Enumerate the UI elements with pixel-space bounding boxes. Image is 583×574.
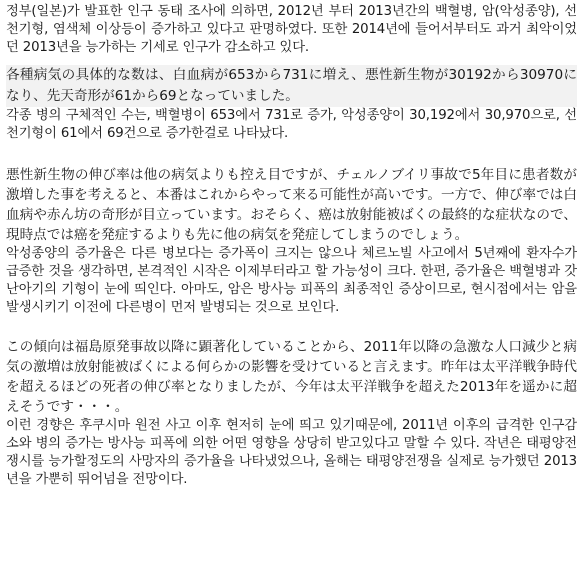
- korean-paragraph-1: 정부(일본)가 발표한 인구 동태 조사에 의하면, 2012년 부터 2013년간의 백혈병, 암(악성종양), 선천기형, 염색체 이상등이 증가하고 있다고 판명하였다. 또한 2014년에 들어서부터도 과거 최악이었던 2013년을 능가하는 기세로 인구가 감소하고 있다.: [6, 4, 577, 55]
- japanese-paragraph-2: 悪性新生物の伸び率は他の病気よりも控え目ですが、チェルノブイリ事故で5年目に患者数が激増した事を考えると、本番はこれからやって来る可能性が高いです。一方で、伸び率では白血病や赤ん坊の奇形が目立っています。おそらく、癌は放射能被ばくの最終的な症状なので、現時点では癌を発症するよりも先に他の病気を発症してしまうのでしょう。: [6, 167, 577, 243]
- japanese-paragraph-1: 各種病気の具体的な数は、白血病が653から731に増え、悪性新生物が30192から30970になり、先天奇形が61から69となっていました。: [6, 65, 577, 107]
- paragraph-spacer: [6, 317, 577, 337]
- japanese-paragraph-3: この傾向は福島原発事故以降に顕著化していることから、2011年以降の急激な人口減少と病気の激増は放射能被ばくによる何らかの影響を受けていると言えます。昨年は太平洋戦争時代を超えるほどの死者の伸び率となりましたが、今年は太平洋戦争を超えた2013年を遥かに超えそうです・・・。: [6, 339, 577, 415]
- korean-paragraph-4: 이런 경향은 후쿠시마 원전 사고 이후 현저히 눈에 띄고 있기때문에, 2011년 이후의 급격한 인구감소와 병의 증가는 방사능 피폭에 의한 어떤 영향을 상당히 받고있다고 말할 수 있다. 작년은 태평양전쟁시를 능가할정도의 사망자의 증가율을 나타냈었으나, 올해는 태평양전쟁을 실제로 능가했던 2013년을 가뿐히 뛰어넘을 전망이다.: [6, 418, 577, 487]
- korean-paragraph-2: 각종 병의 구체적인 수는, 백혈병이 653에서 731로 증가, 악성종양이 30,192에서 30,970으로, 선천기형이 61에서 69건으로 증가한걸로 나타났다.: [6, 108, 577, 141]
- korean-paragraph-3: 악성종양의 증가율은 다른 병보다는 증가폭이 크지는 않으나 체르노빌 사고에서 5년째에 환자수가 급증한 것을 생각하면, 본격적인 시작은 이제부터라고 할 가능성이 크다. 한편, 증가율은 백혈병과 갓난아기의 기형이 눈에 띄인다. 아마도, 암은 방사능 피폭의 최종적인 증상이므로, 현시점에서는 암을 발생시키기 이전에 다른병이 먼저 발병되는 것으로 보인다.: [6, 246, 577, 315]
- paragraph-spacer: [6, 57, 577, 65]
- paragraph-spacer: [6, 143, 577, 165]
